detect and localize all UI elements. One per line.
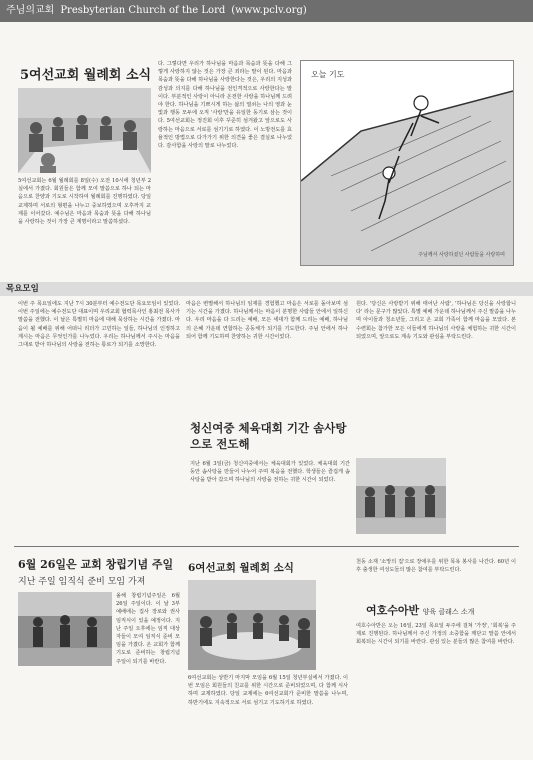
article5-photo: [188, 580, 316, 670]
article6-title: 여호수아반: [366, 604, 420, 617]
article6-heading: [366, 604, 516, 619]
section-divider: [14, 546, 519, 547]
ceremony-photo-graphic: [18, 592, 112, 666]
students-photo-graphic: [356, 458, 446, 534]
section-label-thursday: 목요모임: [0, 282, 533, 296]
article4-text: 올해 창립기념주일은 6월 26일 주일이다. 이 날 3부 예배에는 집사 장로와 권사 임직식이 있을 예정이다. 지난 주일 오후에는 임직 대상자들이 모여 임직식 준비 모임을 가졌다. 온 교회가 함께 기도로 준비하는 창립기념 주일이 되기를 바란다.: [116, 593, 180, 665]
article1-col1-text: 5여선교회는 6월 월례회를 8일(수) 오전 10시에 청년부 2실에서 가졌다. 회원들은 함께 모여 말씀으로 하나 되는 마음으로 찬양과 기도로 시작하여 월례회를 진행하였다. 당일 교제하며 서로의 형편을 나누고 중보하였으며 오후까지 교제를 이어갔다. 예수님은 마음과 목숨과 뜻을 다해 하나님을 사랑하는 것이 가장 큰 계명이라고 말씀하셨다.: [18, 178, 151, 226]
article2-col3-text: 원다. '당신은 사랑받기 위해 태어난 사람', '하나님은 당신을 사랑합니다' 라는 문구가 많았다. 특별 예배 가운데 하나님께서 주신 말씀을 나누며 아이들과 청소년들, 그리고 온 교회 가족이 함께 마음을 모았다. 본 수련회는 참가한 모든 이들에게 하나님의 사랑을 체험하는 귀한 시간이 되었으며, 앞으로도 계속 기도와 관심을 부탁드린다.: [356, 301, 516, 340]
meeting-photo-graphic: [18, 88, 151, 173]
article2-col2-text: 마음은 변별해서 하나님의 임재를 경험했고 마음은 서로를 돌아보며 섬기는 시간을 가졌다. 하나님께서는 마음이 분명한 사람들 안에서 일하신다. 우리 마음을 다 드리는 예배, 모든 세대가 함께 드리는 예배, 하나님의 은혜 가운데 연합하는 공동체가 되기를 기도한다. 주님 안에서 하나 되어 함께 기도하며 찬양하는 귀한 시간이었다.: [186, 301, 348, 340]
article6-text: 여호수아반은 오는 16일, 23일 목요일 두주에 걸쳐 '가정', '회복'을 주제로 진행된다. 하나님께서 주신 가정의 소중함을 깨닫고 말씀 안에서 회복되는 시간이 되기를 바란다. 관심 있는 분들의 많은 참여를 바란다.: [356, 623, 516, 646]
cliff-rescue-illustration: [301, 61, 513, 265]
article3-photo: [356, 458, 446, 534]
church-name-korean: 주님의교회: [6, 5, 55, 16]
article4-photo: [18, 592, 112, 666]
article6-intro-text: 천동 소재 '소망의 집'으로 장애우를 위한 목욕 봉사를 나간다. 60년 이후 출생한 여성도들의 많은 참여를 부탁드린다.: [356, 559, 516, 574]
article3-text: 지난 6월 3일(금) 청신여중에서는 체육대회가 있었다. 체육대회 기간 동안 솜사탕을 만들어 나누어 주며 복음을 전했다. 학생들은 즐겁게 솜사탕을 받아 갔으며 하나님의 사랑을 전하는 귀한 시간이 되었다.: [190, 461, 350, 484]
article1-col2-text: 다. 그렇다면 우리가 하나님을 마음과 목숨과 뜻을 다해 그렇게 사랑하지 않는 것은 가장 큰 죄라는 말이 된다. 마음과 목숨과 뜻을 다해 하나님을 사랑한다는 것은, 우리의 지성과 감성과 의지를 다해 하나님을 전인격적으로 사랑한다는 말이다. 부분적인 사랑이 아니라 온전한 사랑을 하나님께 드려야 한다. 하나님을 기쁘시게 하는 삶의 열쇠는 나의 영과 눈빛과 행동 모두에 오직 '사랑'만을 유일한 동기로 삼는 것이다. 5여선교회는 정진회 이후 꾸준히 섬겨왔고 앞으로도 사랑하는 마음으로 서로를 섬기기로 하였다. 이 노방전도를 효율적인 방법으로 다가가기 위한 의견을 좋은 결실로 나누었다. 감사함을 사랑의 말로 나누었다.: [158, 61, 292, 150]
article3-title: 청신여중 체육대회 기간 솜사탕으로 전도해: [190, 421, 347, 451]
article1-photo: [18, 88, 151, 173]
masthead: [0, 0, 533, 22]
article1-title: 5여선교회 월례회 소식: [20, 68, 152, 83]
fellowship-photo-graphic: [188, 580, 316, 670]
article5-text: 6여선교회는 상반기 마지막 모임을 6월 15일 청년부실에서 가졌다. 이번 모임은 회원들의 친교를 위한 시간으로 준비되었으며, 다 함께 식사하며 교제하였다. 당일 교제에는 6여선교회가 준비한 말씀을 나누며, 하반기에도 지속적으로 서로 섬기고 기도하기로 하였다.: [188, 675, 348, 706]
article2-col1-text: 이번 주 목요일에도 지난 7시 30분부터 예수전도단 목요모임이 있었다. 이번 주일에는 예수전도단 대표이며 우리교회 협력목사인 홍최전 목사가 말씀을 전했다. 이 날은 특별히 마음에 대해 묵상하는 시간을 가졌다. 마음이 될 예배를 위해 어떠니 리더가 고민하는 일들, 하나님의 인정하고 계시는 마음은 무엇인가를 나누었다. 우리는 하나님께서 주시는 마음을 그대로 받아 하나님의 사랑을 전하는 통로가 되기를 소망한다.: [18, 301, 180, 349]
article1-illustration: [300, 60, 514, 266]
article6-title-suffix: 양육 클래스 소개: [422, 608, 475, 616]
article4-subtitle: 지난 주일 임직식 준비 모임 가져: [18, 577, 146, 587]
church-url: (www.pclv.org): [231, 5, 307, 16]
article5-title: 6여선교회 월례회 소식: [188, 562, 294, 574]
illustration-title: 오늘 기도: [311, 70, 345, 79]
illustration-caption: 주님께서 사랑하셨던 사람들을 사랑하며: [418, 252, 505, 258]
church-name-english: Presbyterian Church of the Lord: [60, 5, 226, 16]
article4-title: 6월 26일은 교회 창립기념 주일: [18, 558, 174, 571]
